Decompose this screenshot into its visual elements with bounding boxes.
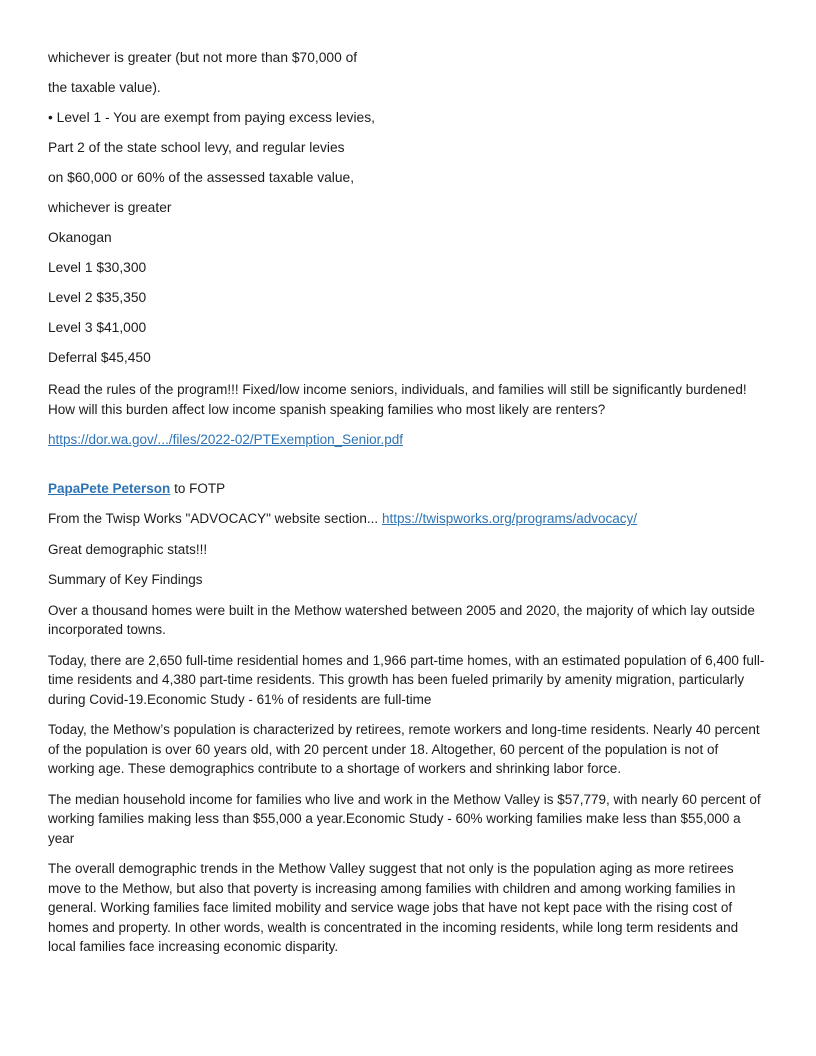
rules-paragraph: Read the rules of the program!!! Fixed/low income seniors, individuals, and families will still be significantly burdened! How will this burden affect low income spanish speaking families who most likely are renters? [48, 382, 747, 417]
summary-heading: Summary of Key Findings [48, 572, 203, 587]
papapete-post [48, 479, 768, 957]
author-profile-link[interactable]: PapaPete Peterson [48, 480, 171, 496]
post-paragraph: Today, the Methow’s population is characterized by retirees, remote workers and long-time residents. Nearly 40 percent of the population is over 60 years old, with 20 percent under 18. Altogether, 60 percent of the population is not of working age. These demographics contribute to a shortage of workers and shrinking labor force. [48, 722, 760, 776]
levy-line: Part 2 of the state school levy, and regular levies [48, 140, 345, 155]
levy-line: whichever is greater [48, 200, 172, 215]
comments-section [48, 380, 768, 957]
dor-pdf-link[interactable]: https://dor.wa.gov/.../files/2022-02/PTExemption_Senior.pdf [48, 432, 403, 447]
dor-link-line [48, 430, 768, 450]
level-1-amount: Level 1 $30,300 [48, 260, 147, 275]
levy-exemption-section [48, 50, 768, 365]
post-exclaim: Great demographic stats!!! [48, 541, 208, 557]
levy-line: on $60,000 or 60% of the assessed taxable value, [48, 170, 355, 185]
advocacy-link[interactable]: https://twispworks.org/programs/advocacy/ [381, 511, 638, 526]
post-paragraph: The overall demographic trends in the Methow Valley suggest that not only is the population aging as more retirees move to the Methow, but also that poverty is increasing among families with children and among working families in general. Working families face limited mobility and service wage jobs that have not kept pace with the rising cost of homes and property. In other words, wealth is concentrated in the incoming residents, while long term residents and local families face increasing economic disparity. [48, 861, 739, 954]
post-paragraph: Today, there are 2,650 full-time residential homes and 1,966 part-time homes, with an estimated population of 6,400 full-time residents and 4,380 part-time residents. This growth has been fueled primarily by amenity migration, particularly during Covid-19.Economic Study - 61% of residents are full-time [48, 652, 765, 707]
deferral-amount: Deferral $45,450 [48, 350, 151, 365]
post-intro-text: From the Twisp Works "ADVOCACY" website section... [48, 511, 382, 526]
post-paragraph: The median household income for families who live and work in the Methow Valley is $57,779, with nearly 60 percent of working families making less than $55,000 a year.Economic Study - 60% working families make less than $55,000 a year [48, 791, 761, 846]
post-paragraph: Over a thousand homes were built in the Methow watershed between 2005 and 2020, the majority of which lay outside incorporated towns. [48, 602, 755, 637]
post-intro-line [48, 509, 768, 529]
levy-line-bullet: • Level 1 - You are exempt from paying excess levies, [48, 110, 375, 125]
levy-line: whichever is greater (but not more than $70,000 of [48, 50, 358, 65]
levy-line: the taxable value). [48, 80, 161, 95]
level-3-amount: Level 3 $41,000 [48, 320, 147, 335]
post-author-line [48, 479, 768, 499]
county-name: Okanogan [48, 230, 112, 245]
author-suffix: to FOTP [170, 480, 226, 496]
level-2-amount: Level 2 $35,350 [48, 290, 147, 305]
